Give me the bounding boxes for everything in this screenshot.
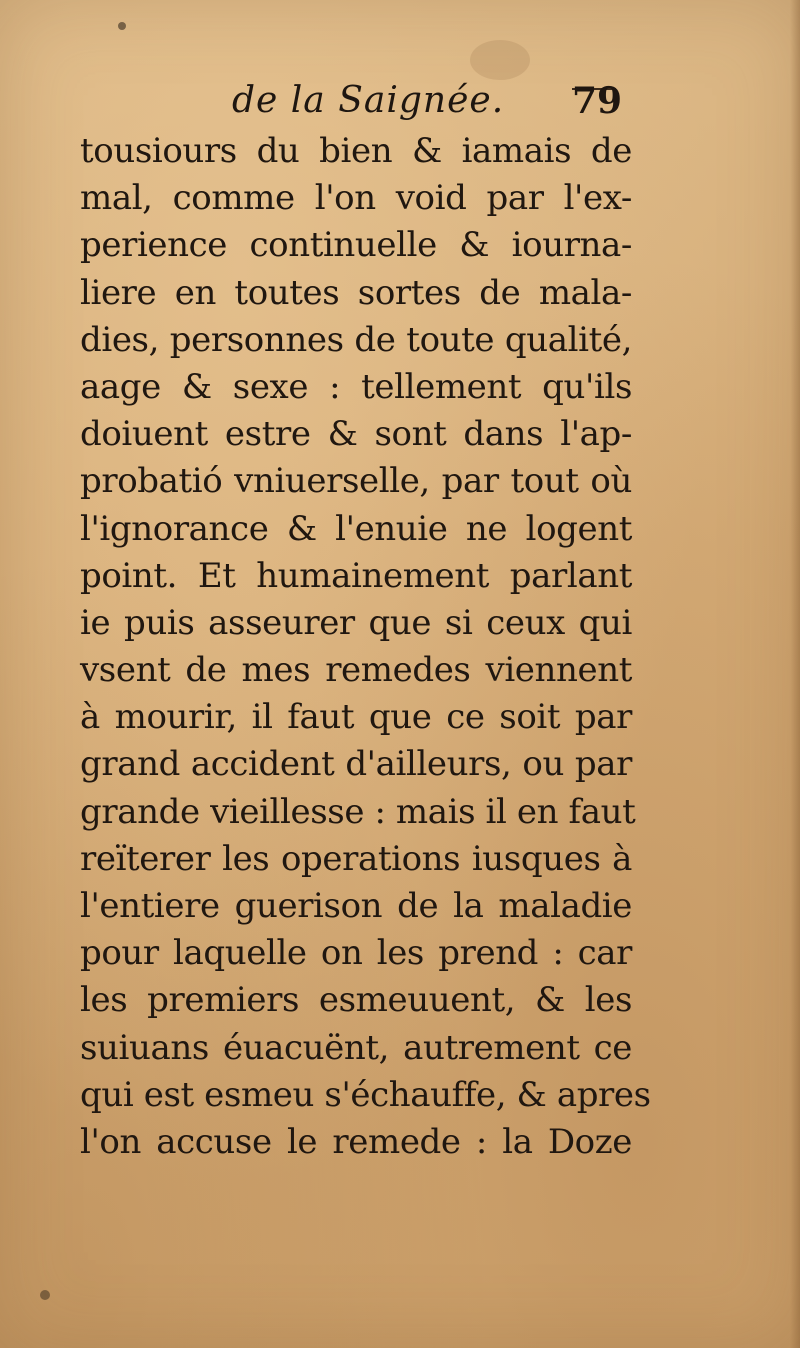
text-line: ie puis asseurer que si ceux qui [80,602,632,643]
text-line: pour laquelle on les prend : car [80,933,632,974]
text-line: liere en toutes sortes de mala- [80,272,632,313]
text-line: probatió vniuerselle, par tout où [80,461,632,502]
text-line: doiuent estre & sont dans l'ap- [80,414,632,455]
text-line: les premiers esmeuuent, & les [80,980,632,1021]
text-line: qui est esmeu s'échauffe, & apres [80,1074,651,1115]
text-line: grand accident d'ailleurs, ou par [80,744,632,785]
text-line: à mourir, il faut que ce soit par [80,697,632,738]
text-line: l'ignorance & l'enuie ne logent [80,508,632,549]
body-text [80,128,651,1218]
text-line: tousiours du bien & iamais de [80,131,632,171]
text-line: grande vieillesse : mais il en faut [80,791,636,832]
page-edge-shadow [790,0,800,1348]
text-line: dies, personnes de toute qualité, [80,319,632,360]
text-line: aage & sexe : tellement qu'ils [80,366,632,407]
text-line: mal, comme l'on void par l'ex- [80,178,632,219]
text-line: point. Et humainement parlant [80,555,632,596]
running-head: de la Saignée. [232,80,505,121]
page-number: 79 [572,80,623,122]
text-line: reïterer les operations iusques à [80,838,632,879]
text-line: vsent de mes remedes viennent [80,650,632,691]
text-line: l'on accuse le remede : la Doze [80,1121,632,1162]
text-line: suiuans éuacuënt, autrement ce [80,1027,632,1068]
ink-spot [118,22,126,30]
text-line: perience continuelle & iourna- [80,225,632,266]
text-line: l'entiere guerison de la maladie [80,886,632,926]
ink-spot [40,1290,50,1300]
ink-stain [470,40,530,80]
